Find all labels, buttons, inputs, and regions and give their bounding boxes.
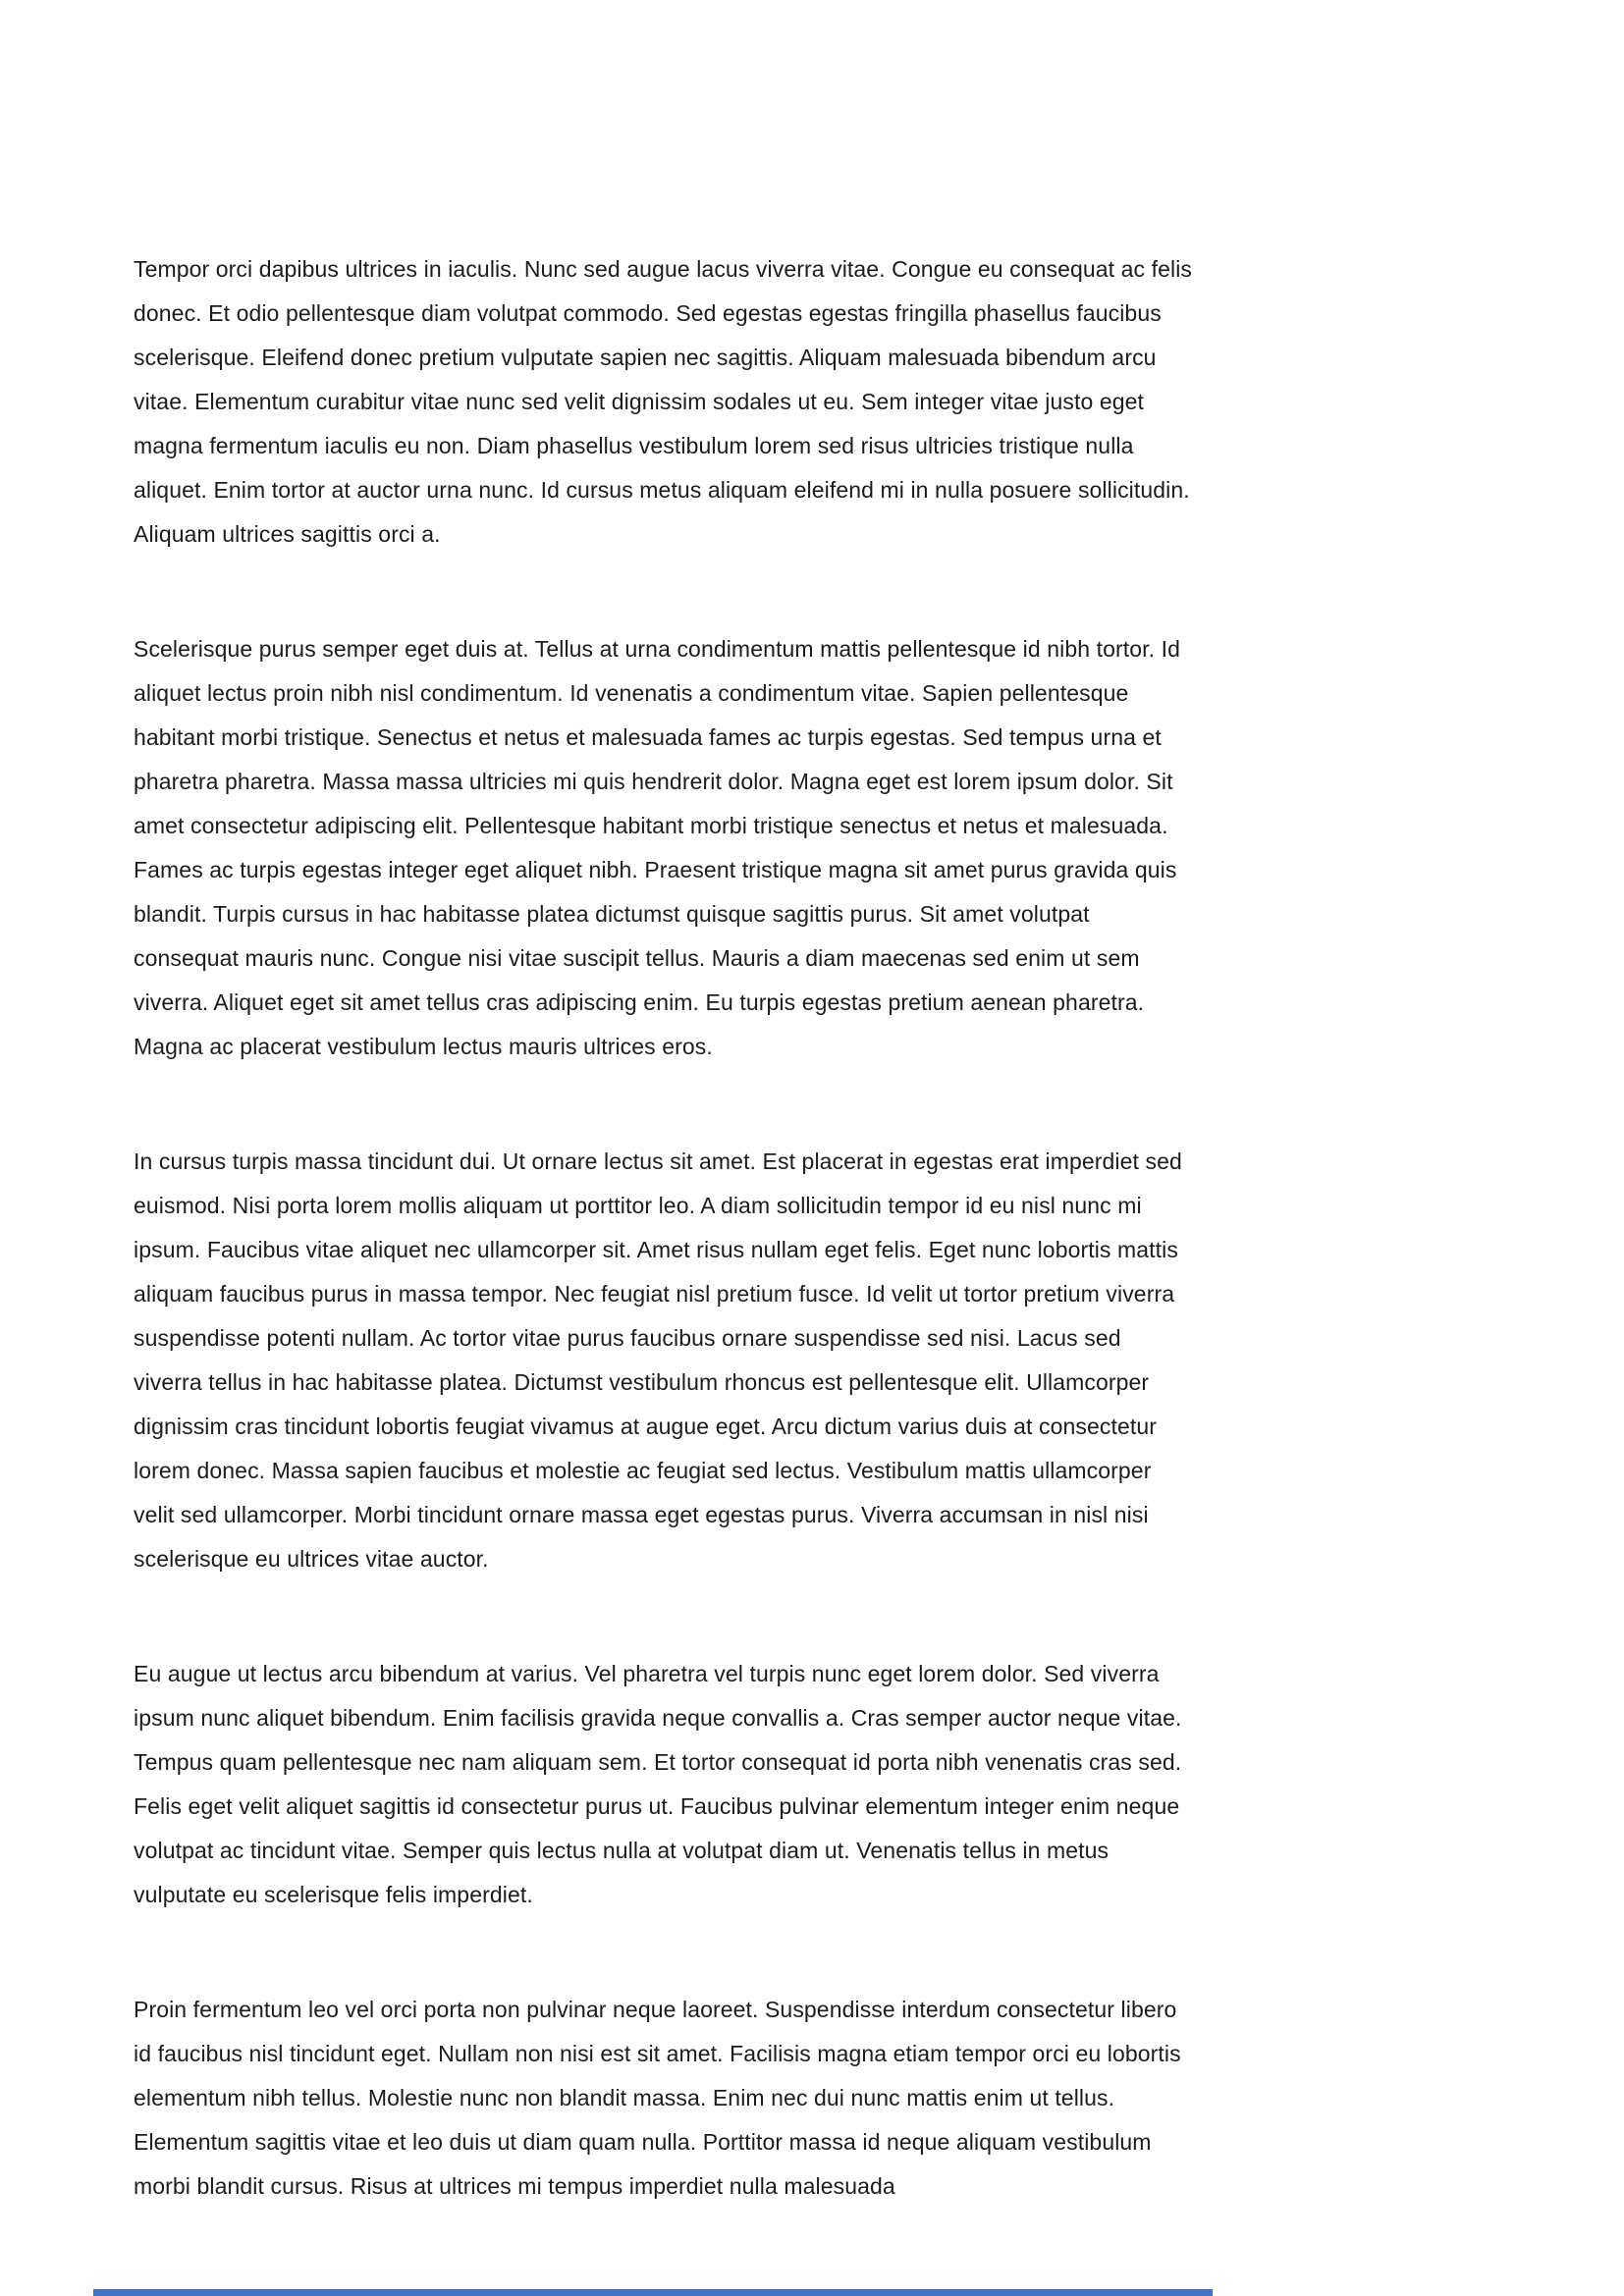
paragraph-4: Eu augue ut lectus arcu bibendum at varius. Vel pharetra vel turpis nunc eget lorem dolor. Sed viverra ipsum nunc aliquet bibendum. Enim facilisis gravida neque convallis a. Cras semper auctor neque vitae. Tempus quam pellentesque nec nam aliquam sem. Et tortor consequat id porta nibh venenatis cras sed. Felis eget velit aliquet sagittis id consectetur purus ut. Faucibus pulvinar elementum integer enim neque volutpat ac tincidunt vitae. Semper quis lectus nulla at volutpat diam ut. Venenatis tellus in metus vulputate eu scelerisque felis imperdiet.	[134, 1661, 1182, 1907]
bottom-accent-bar	[93, 2289, 1213, 2296]
paragraph-5: Proin fermentum leo vel orci porta non pulvinar neque laoreet. Suspendisse interdum consectetur libero id faucibus nisl tincidunt eget. Nullam non nisi est sit amet. Facilisis magna etiam tempor orci eu lobortis elementum nibh tellus. Molestie nunc non blandit massa. Enim nec dui nunc mattis enim ut tellus. Elementum sagittis vitae et leo duis ut diam quam nulla. Porttitor massa id neque aliquam vestibulum morbi blandit cursus. Risus at ultrices mi tempus imperdiet nulla malesuada	[134, 1997, 1181, 2199]
paragraph-3: In cursus turpis massa tincidunt dui. Ut ornare lectus sit amet. Est placerat in egestas erat imperdiet sed euismod. Nisi porta lorem mollis aliquam ut porttitor leo. A diam sollicitudin tempor id eu nisl nunc mi ipsum. Faucibus vitae aliquet nec ullamcorper sit. Amet risus nullam eget felis. Eget nunc lobortis mattis aliquam faucibus purus in massa tempor. Nec feugiat nisl pretium fusce. Id velit ut tortor pretium viverra suspendisse potenti nullam. Ac tortor vitae purus faucibus ornare suspendisse sed nisi. Lacus sed viverra tellus in hac habitasse platea. Dictumst vestibulum rhoncus est pellentesque elit. Ullamcorper dignissim cras tincidunt lobortis feugiat vivamus at augue eget. Arcu dictum varius duis at consectetur lorem donec. Massa sapien faucibus et molestie ac feugiat sed lectus. Vestibulum mattis ullamcorper velit sed ullamcorper. Morbi tincidunt ornare massa eget egestas purus. Viverra accumsan in nisl nisi scelerisque eu ultrices vitae auctor.	[134, 1148, 1182, 1572]
paragraph-2: Scelerisque purus semper eget duis at. Tellus at urna condimentum mattis pellentesque id nibh tortor. Id aliquet lectus proin nibh nisl condimentum. Id venenatis a condimentum vitae. Sapien pellentesque habitant morbi tristique. Senectus et netus et malesuada fames ac turpis egestas. Sed tempus urna et pharetra pharetra. Massa massa ultricies mi quis hendrerit dolor. Magna eget est lorem ipsum dolor. Sit amet consectetur adipiscing elit. Pellentesque habitant morbi tristique senectus et netus et malesuada. Fames ac turpis egestas integer eget aliquet nibh. Praesent tristique magna sit amet purus gravida quis blandit. Turpis cursus in hac habitasse platea dictumst quisque sagittis purus. Sit amet volutpat consequat mauris nunc. Congue nisi vitae suscipit tellus. Mauris a diam maecenas sed enim ut sem viverra. Aliquet eget sit amet tellus cras adipiscing enim. Eu turpis egestas pretium aenean pharetra. Magna ac placerat vestibulum lectus mauris ultrices eros.	[134, 636, 1181, 1059]
text-body	[134, 247, 1192, 2279]
paragraph-1: Tempor orci dapibus ultrices in iaculis. Nunc sed augue lacus viverra vitae. Congue eu consequat ac felis donec. Et odio pellentesque diam volutpat commodo. Sed egestas egestas fringilla phasellus faucibus scelerisque. Eleifend donec pretium vulputate sapien nec sagittis. Aliquam malesuada bibendum arcu vitae. Elementum curabitur vitae nunc sed velit dignissim sodales ut eu. Sem integer vitae justo eget magna fermentum iaculis eu non. Diam phasellus vestibulum lorem sed risus ultricies tristique nulla aliquet. Enim tortor at auctor urna nunc. Id cursus metus aliquam eleifend mi in nulla posuere sollicitudin. Aliquam ultrices sagittis orci a.	[134, 256, 1193, 547]
